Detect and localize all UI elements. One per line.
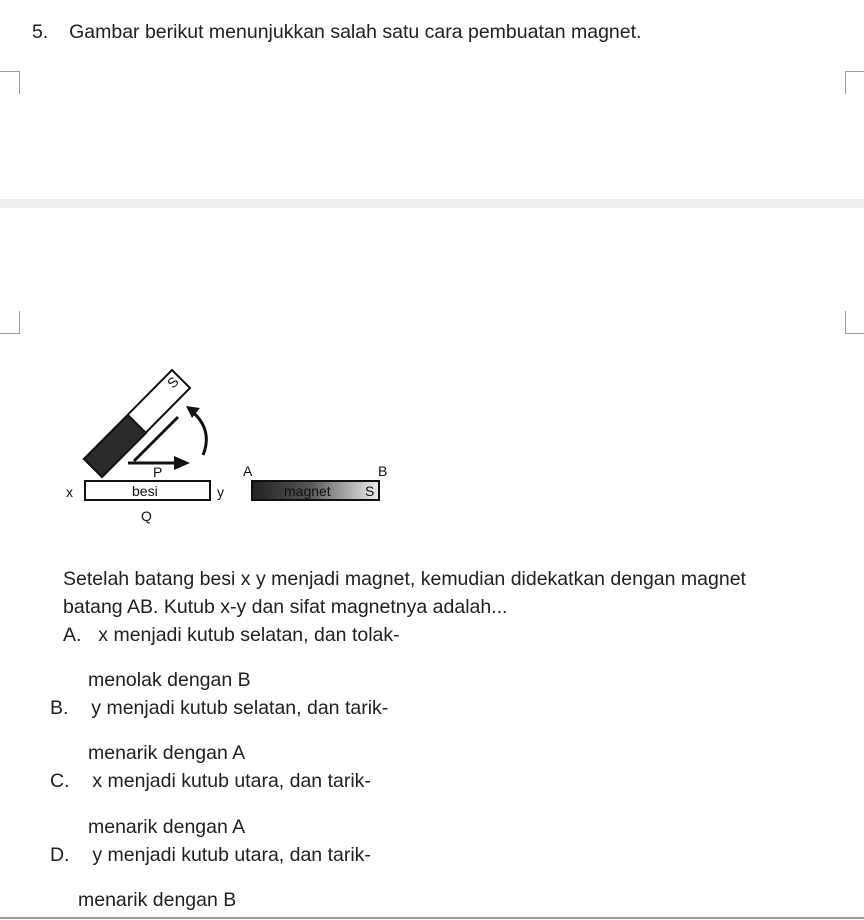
option-a-letter: A.: [63, 624, 82, 646]
option-b-letter: B.: [50, 697, 69, 719]
label-x: x: [66, 484, 73, 500]
option-d-text-2: menarik dengan B: [78, 889, 237, 911]
option-b[interactable]: [50, 694, 388, 722]
page-bottom-border: [0, 917, 864, 919]
stroking-magnet-pole-label: S: [163, 373, 182, 392]
option-c-text-1: x menjadi kutub utara, dan tarik-: [92, 770, 371, 792]
magnet-figure-svg: [60, 360, 400, 535]
label-p: P: [153, 464, 163, 480]
label-a: A: [243, 463, 253, 479]
option-b-text-1: y menjadi kutub selatan, dan tarik-: [91, 697, 389, 719]
iron-bar-label: besi: [132, 483, 158, 499]
option-a-text-1: x menjadi kutub selatan, dan tolak-: [98, 624, 400, 646]
question-number: 5.: [32, 21, 49, 43]
page-corner-top-right: [845, 71, 864, 94]
option-d-letter: D.: [50, 844, 70, 866]
page-corner-bottom-left: [0, 311, 20, 334]
question-prompt: Gambar berikut menunjukkan salah satu cara pembuatan magnet.: [69, 21, 642, 43]
question-header: [32, 18, 641, 46]
option-a[interactable]: [63, 621, 400, 649]
option-a-text-2: menolak dengan B: [88, 669, 251, 691]
stroking-magnet-dark-half: [84, 415, 146, 477]
option-c-letter: C.: [50, 770, 70, 792]
magnet-bar-pole: S: [365, 483, 375, 499]
label-b: B: [378, 463, 388, 479]
label-q: Q: [141, 508, 152, 524]
option-b-text-2: menarik dengan A: [88, 742, 246, 764]
option-d-text-1: y menjadi kutub utara, dan tarik-: [92, 844, 371, 866]
page-corner-top-left: [0, 71, 20, 94]
option-c-text-2: menarik dengan A: [88, 816, 246, 838]
label-y: y: [217, 484, 224, 500]
magnet-bar-label: magnet: [284, 483, 331, 499]
stem-line-1: Setelah batang besi x y menjadi magnet, kemudian didekatkan dengan magnet: [63, 568, 746, 590]
p-arrow-head: [174, 456, 190, 470]
stem-line-2: batang AB. Kutub x-y dan sifat magnetnya adalah...: [63, 596, 508, 618]
option-d[interactable]: [50, 841, 371, 869]
page-separator: [0, 199, 864, 208]
magnet-figure: [60, 360, 400, 540]
page-corner-bottom-right: [845, 311, 864, 334]
option-c[interactable]: [50, 767, 371, 795]
